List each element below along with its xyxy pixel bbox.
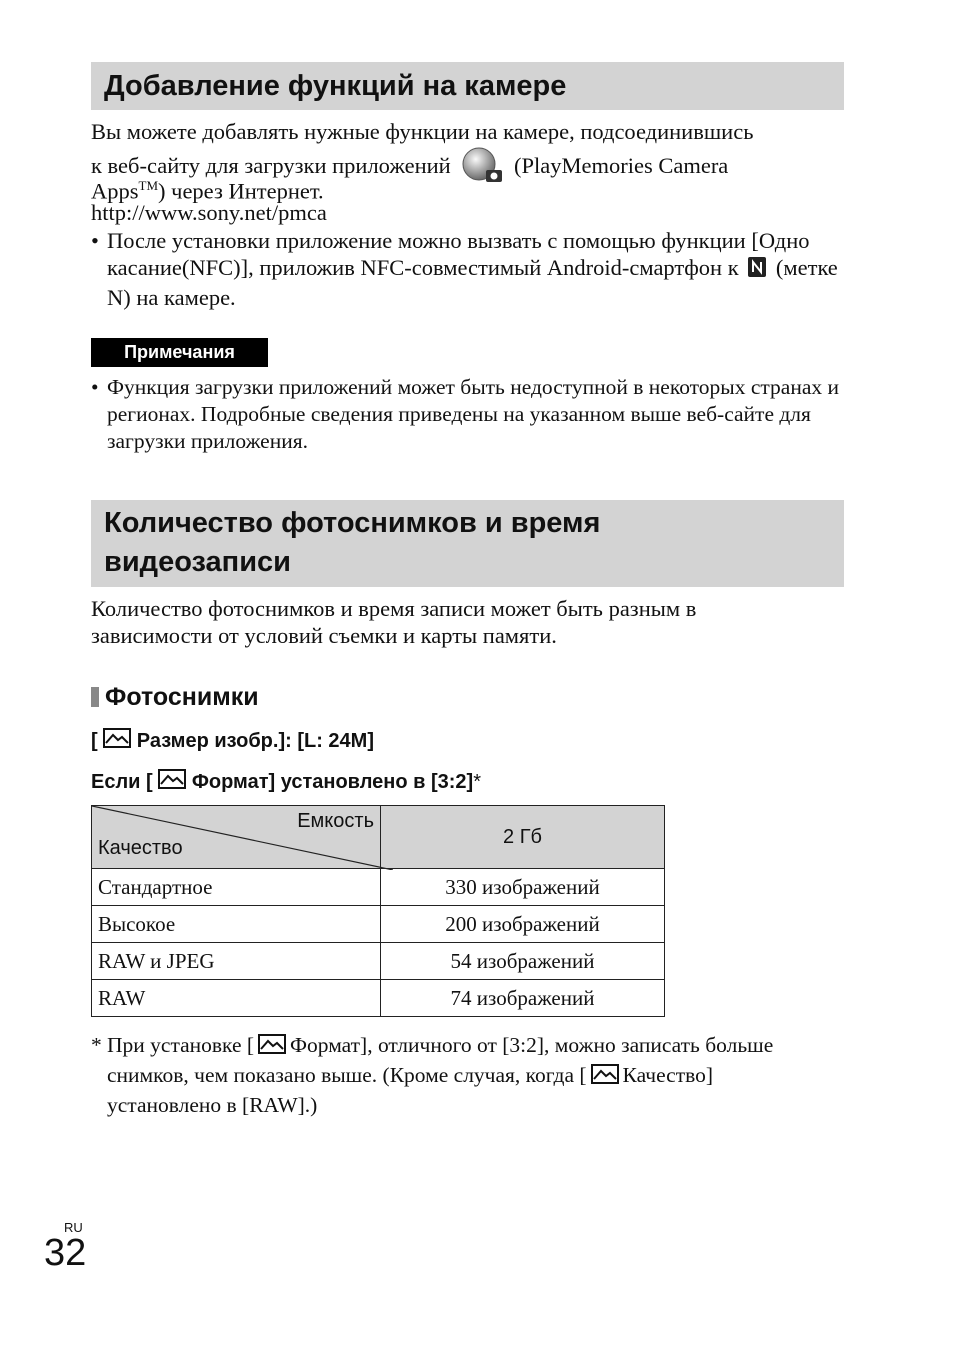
page-number: 32 [44,1232,87,1274]
image-size-line [91,728,374,755]
table-row [92,869,665,906]
row-value: 54 изображений [381,943,665,980]
nfc-bullet-text: После установки приложение можно вызвать с помощью функции [Одно касание(NFC)], приложив NFC-совместимый Android-смартфон к [107,228,810,280]
footnote [91,1031,791,1119]
if-text: Если [ [91,771,153,793]
row-value: 74 изображений [381,980,665,1017]
section-title: Добавление функций на камере [104,70,567,102]
notes-label: Примечания [91,338,268,367]
row-value: 200 изображений [381,906,665,943]
row-value: 330 изображений [381,869,665,906]
column-header-2gb: 2 Гб [381,806,665,869]
nfc-bullet-text-end: (метке N) на камере. [107,255,838,310]
section-header-photo-count [91,500,844,587]
still-image-icon [591,1063,619,1091]
apps-text: Apps [91,178,139,204]
intro-text-2a: к веб-сайту для загрузки приложений [91,153,451,179]
aspect-ratio-line [91,769,481,796]
bullet-dot: • [91,228,99,253]
bracket-open: [ [91,730,98,752]
footnote-star: * [91,1033,102,1057]
intro-line-1: Вы можете добавлять нужные функции на камере, подсоединившись [91,119,754,144]
image-size-label: Размер изобр.]: [L: 24M] [136,730,374,752]
pmca-url-link[interactable]: http://www.sony.net/pmca [91,200,327,225]
section-title-line-2: видеозаписи [104,546,291,578]
section2-intro [91,595,821,649]
quality-header: Качество [98,837,183,859]
capacity-header: Емкость [297,810,374,832]
language-code: RU [64,1220,83,1235]
footnote-text-2: Формат], отличного от [3:2], можно записать больше снимков, чем показано выше. (Кроме случая, когда [ [107,1033,774,1088]
footnote-text-3: Качество] установлено в [RAW].) [107,1063,714,1118]
row-quality: RAW и JPEG [92,943,381,980]
capacity-table [91,805,665,1017]
still-image-icon [258,1033,286,1061]
trademark-mark: TM [138,178,159,193]
still-image-icon [158,769,186,796]
intro-text-2b: (PlayMemories Camera [513,153,729,179]
nfc-bullet [91,227,851,311]
row-quality: RAW [92,980,381,1017]
table-row [92,980,665,1017]
row-quality: Высокое [92,906,381,943]
n-mark-icon [747,256,767,284]
photos-heading-text: Фотоснимки [105,683,259,711]
section2-intro-text: Количество фотоснимков и время записи может быть разным в зависимости от условий съемки и карты памяти. [91,596,697,648]
via-internet-text: ) через Интернет. [158,178,324,204]
section-header-add-functions [91,62,844,110]
format-label: Формат] установлено в [3:2] [191,771,474,793]
notes-text: Функция загрузки приложений может быть недоступной в некоторых странах и регионах. Подробные сведения приведены на указанном выше веб-сайте для загрузки приложения. [107,375,840,453]
table-header-row [92,806,665,869]
bullet-dot: • [91,375,99,399]
table-corner-cell [92,806,381,869]
still-image-icon [103,728,131,755]
row-quality: Стандартное [92,869,381,906]
playmemories-app-icon [460,145,504,191]
table-row [92,906,665,943]
footnote-text-1: При установке [ [107,1033,255,1057]
notes-bullet [91,374,841,455]
table-row [92,943,665,980]
photos-heading [91,682,259,712]
heading-marker-icon [91,687,99,707]
section-title-line-1: Количество фотоснимков и время [104,507,601,539]
asterisk: * [473,771,482,793]
